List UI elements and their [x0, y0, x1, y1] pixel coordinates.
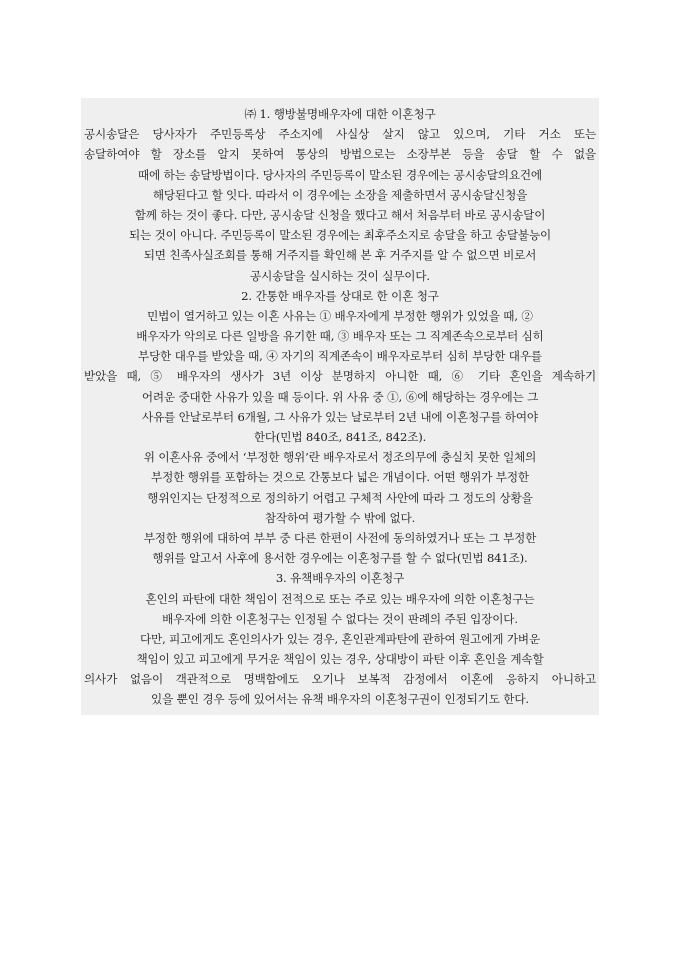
text-line: 사유를 안날로부터 6개월, 그 사유가 있는 날로부터 2년 내에 이혼청구를 하여야: [142, 409, 538, 424]
text-line: 행위를 알고서 사후에 용서한 경우에는 이혼청구를 할 수 없다(민법 841조).: [152, 551, 528, 566]
text-line: 배우자에 의한 이혼청구는 인정될 수 없다는 것이 판례의 주된 입장이다.: [162, 611, 518, 626]
text-line: 책임이 있고 피고에게 무거운 책임이 있는 경우, 상대방이 파탄 이후 혼인을 계속할: [136, 652, 544, 667]
text-line: 의사가 없음이 객관적으로 명백함에도 오기나 보복적 감정에서 이혼에 응하지 아니하고: [84, 672, 596, 687]
text-line: 함께 하는 것이 좋다. 다만, 공시송달 신청을 했다고 해서 처음부터 바로 공시송달이: [134, 207, 546, 222]
text-line: 2. 간통한 배우자를 상대로 한 이혼 청구: [241, 288, 439, 303]
text-line: 혼인의 파탄에 대한 책임이 전적으로 또는 주로 있는 배우자에 의한 이혼청구는: [145, 591, 535, 606]
text-line: 다만, 피고에게도 혼인의사가 있는 경우, 혼인관계파탄에 관하여 원고에게 가벼운: [140, 631, 540, 646]
text-line: 배우자가 악의로 다른 일방을 유기한 때, ③ 배우자 또는 그 직계존속으로부터 심히: [136, 329, 544, 344]
text-line: 공시송달은 당사자가 주민등록상 주소지에 사실상 살지 않고 있으며, 기타 거소 또는: [84, 127, 596, 142]
text-line: 받았을 때, ⑤ 배우자의 생사가 3년 이상 분명하지 아니한 때, ⑥ 기타 혼인을 계속하기: [84, 369, 596, 384]
text-line: 부당한 대우를 받았을 때, ④ 자기의 직계존속이 배우자로부터 심히 부당한 대우를: [138, 349, 542, 364]
text-line: 송달하여야 할 장소를 알지 못하여 통상의 방법으로는 소장부본 등을 송달 할 수 없을: [84, 147, 596, 162]
text-line: 3. 유책배우자의 이혼청구: [275, 571, 405, 586]
text-line: 행위인지는 단정적으로 정의하기 어렵고 구체적 사안에 따라 그 정도의 상황을: [147, 490, 533, 505]
text-line: ㈜ 1. 행방불명배우자에 대한 이혼청구: [244, 107, 436, 121]
text-line: 되면 친족사실조회를 통해 거주지를 확인해 본 후 거주지를 알 수 없으면 비로서: [143, 248, 537, 263]
text-line: 때에 하는 송달방법이다. 당사자의 주민등록이 말소된 경우에는 공시송달의요건에: [138, 167, 542, 182]
text-line: 부정한 행위를 포함하는 것으로 간통보다 넓은 개념이다. 어떤 행위가 부정한: [151, 470, 529, 485]
text-line: 어려운 중대한 사유가 있을 때 등이다. 위 사유 중 ①, ⑥에 해당하는 경우에는 그: [141, 389, 539, 404]
text-line: 공시송달을 실시하는 것이 실무이다.: [250, 268, 430, 283]
text-line: 해당된다고 할 잇다. 따라서 이 경우에는 소장을 제출하면서 공시송달신청을: [152, 187, 528, 202]
text-line: 되는 것이 아니다. 주민등록이 말소된 경우에는 최후주소지로 송달을 하고 송달불능이: [128, 228, 552, 243]
text-line: 참작하여 평가할 수 밖에 없다.: [264, 510, 416, 525]
text-line: 위 이혼사유 중에서 ‘부정한 행위’란 배우자로서 정조의무에 충실치 못한 일체의: [143, 450, 537, 465]
text-line: 부정한 행위에 대하여 부부 중 다른 한편이 사전에 동의하였거나 또는 그 부정한: [143, 530, 537, 545]
text-line: 있을 뿐인 경우 등에 있어서는 유책 배우자의 이혼청구권이 인정되기도 한다.: [151, 692, 529, 707]
text-line: 한다(민법 840조, 841조, 842조).: [253, 430, 427, 444]
document-text-block: [81, 98, 599, 715]
text-line: 민법이 열거하고 있는 이혼 사유는 ① 배우자에게 부정한 행위가 있었을 때, ②: [147, 308, 533, 323]
